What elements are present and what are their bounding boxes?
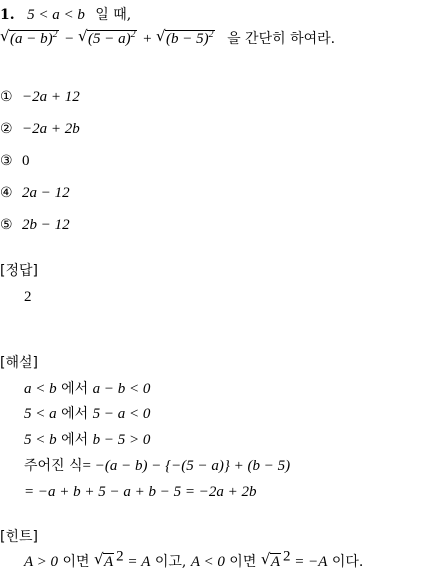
sqrt-hint-1: √ A xyxy=(93,550,114,570)
hint-label: [힌트] xyxy=(0,529,38,545)
choice-3[interactable] xyxy=(0,152,30,170)
question-condition-suffix: 일 때, xyxy=(95,7,132,23)
sqrt-hint-2: √ A xyxy=(260,550,280,570)
choice-1[interactable] xyxy=(0,88,80,106)
choice-mark: ② xyxy=(0,121,13,137)
sqrt-term-1: √ $(a - b)^2$ xyxy=(0,27,58,47)
sqrt-term-3: √ $(b - 5)^2$ xyxy=(156,27,214,47)
answer-label: [정답] xyxy=(0,263,38,279)
choice-5[interactable] xyxy=(0,216,70,234)
sqrt-icon: √ xyxy=(78,27,88,45)
choice-text: 2a − 12 xyxy=(22,185,70,201)
hint-text: A > 0 이면 √ A $^2$ = A 이고, A < 0 이면 √ A $^2$ = −A 이다. xyxy=(24,548,364,570)
choice-mark: ⑤ xyxy=(0,217,13,233)
sqrt-icon: √ xyxy=(93,550,104,568)
explanation-label: [해설] xyxy=(0,355,38,371)
sqrt-icon: √ xyxy=(156,27,166,45)
choice-text: 2b − 12 xyxy=(22,217,70,233)
explanation-line-3: 5 < b 에서 b − 5 > 0 xyxy=(24,432,151,448)
choice-mark: ① xyxy=(0,89,13,105)
choice-text: −2a + 2b xyxy=(22,121,80,137)
sqrt-term-2: √ $(5 - a)^2$ xyxy=(78,27,136,47)
sqrt-icon: √ xyxy=(260,550,271,568)
question-number: 1. xyxy=(0,7,15,23)
explanation-line-2: 5 < a 에서 5 − a < 0 xyxy=(24,406,151,422)
choice-mark: ③ xyxy=(0,153,13,169)
explanation-line-4: 주어진 식= −(a − b) − {−(5 − a)} + (b − 5) xyxy=(24,458,291,474)
choice-4[interactable] xyxy=(0,184,70,202)
sqrt-icon: √ xyxy=(0,27,10,45)
choice-2[interactable] xyxy=(0,120,80,138)
question-instruction: 을 간단히 하여라. xyxy=(227,31,336,47)
choice-text: −2a + 12 xyxy=(22,89,80,105)
question-header xyxy=(0,6,131,24)
explanation-line-5: = −a + b + 5 − a + b − 5 = −2a + 2b xyxy=(24,484,257,500)
explanation-line-1: a < b 에서 a − b < 0 xyxy=(24,381,151,397)
question-expression: √ $(a - b)^2$ − √ $(5 - a)^2$ + √ $(b - 5)^2$ 을 간단히 하여라. xyxy=(0,27,336,47)
question-condition: 5 < a < b xyxy=(27,7,85,23)
answer-value: 2 xyxy=(24,289,32,305)
choice-text: 0 xyxy=(22,153,30,169)
choice-mark: ④ xyxy=(0,185,13,201)
